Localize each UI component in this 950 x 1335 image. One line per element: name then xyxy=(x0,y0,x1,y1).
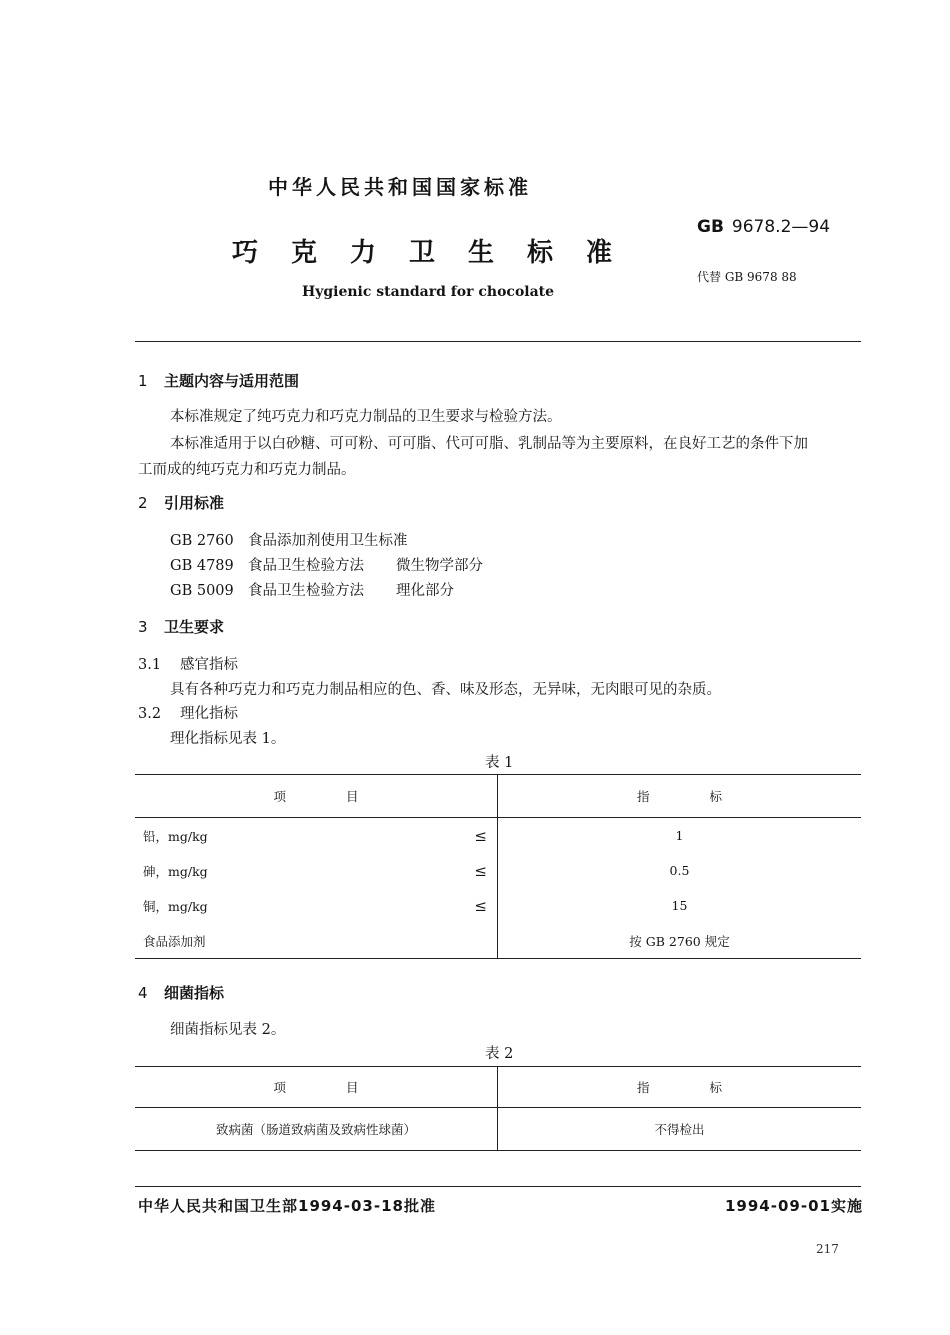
header-divider xyxy=(135,341,861,342)
section-3-heading xyxy=(138,616,224,637)
table-1 xyxy=(135,774,861,959)
table-row xyxy=(135,888,861,923)
column-header-item: 项 目 xyxy=(135,1067,498,1108)
subsection-title: 理化指标 xyxy=(180,706,238,722)
section-4-text: 细菌指标见表 2。 xyxy=(170,1022,286,1038)
section-title: 卫生要求 xyxy=(164,618,225,636)
reference-item xyxy=(170,529,408,550)
replaces-standard: 代替 GB 9678 88 xyxy=(697,270,797,284)
section-4-heading xyxy=(138,982,224,1003)
column-header-indicator: 指 标 xyxy=(498,1067,862,1108)
row-value: 按 GB 2760 规定 xyxy=(629,933,730,949)
footer-divider xyxy=(135,1186,861,1187)
less-equal-sign: ≤ xyxy=(474,826,487,845)
section-1-heading xyxy=(138,370,299,391)
section-title: 细菌指标 xyxy=(164,984,225,1002)
document-title: 巧克力卫生标准 xyxy=(232,238,646,268)
reference-part: 微生物学部分 xyxy=(396,558,483,574)
standard-prefix: GB xyxy=(697,217,724,237)
table-row xyxy=(135,923,861,959)
section-number: 3 xyxy=(138,618,148,636)
section-1-paragraph-1: 本标准规定了纯巧克力和巧克力制品的卫生要求与检验方法。 xyxy=(170,409,562,425)
reference-code: GB 4789 xyxy=(170,558,234,574)
table-row xyxy=(135,853,861,888)
row-item: 砷，mg/kg ≤ xyxy=(135,853,498,888)
national-standard-heading: 中华人民共和国国家标准 xyxy=(268,175,532,199)
section-number: 2 xyxy=(138,494,148,512)
subsection-3-1-text: 具有各种巧克力和巧克力制品相应的色、香、味及形态，无异味，无肉眼可见的杂质。 xyxy=(170,682,721,698)
subsection-number: 3.2 xyxy=(138,706,162,722)
reference-part: 理化部分 xyxy=(396,583,454,599)
section-title: 引用标准 xyxy=(164,494,225,512)
section-title: 主题内容与适用范围 xyxy=(164,372,300,390)
column-header-indicator: 指 标 xyxy=(498,775,862,818)
subsection-3-2-heading xyxy=(138,702,238,723)
table-row xyxy=(135,1108,861,1151)
subsection-3-2-text: 理化指标见表 1。 xyxy=(170,731,286,747)
row-item: 食品添加剂 xyxy=(135,923,498,959)
table-2 xyxy=(135,1066,861,1151)
row-item: 铅，mg/kg ≤ xyxy=(135,818,498,854)
page-number: 217 xyxy=(816,1242,839,1256)
standard-code xyxy=(697,217,830,237)
column-header-item: 项 目 xyxy=(135,775,498,818)
reference-name: 食品卫生检验方法 xyxy=(248,558,364,574)
section-number: 1 xyxy=(138,372,148,390)
table-2-caption: 表 2 xyxy=(485,1046,514,1062)
reference-name: 食品卫生检验方法 xyxy=(248,583,364,599)
reference-name: 食品添加剂使用卫生标准 xyxy=(248,533,408,549)
reference-item xyxy=(170,579,454,600)
effective-date: 1994-09-01实施 xyxy=(725,1197,863,1215)
reference-code: GB 2760 xyxy=(170,533,234,549)
row-value: 1 xyxy=(675,828,684,843)
row-item: 铜，mg/kg ≤ xyxy=(135,888,498,923)
reference-code: GB 5009 xyxy=(170,583,234,599)
table-1-caption: 表 1 xyxy=(485,755,514,771)
section-number: 4 xyxy=(138,984,148,1002)
row-value: 0.5 xyxy=(669,863,690,878)
less-equal-sign: ≤ xyxy=(474,896,487,915)
document-title-english: Hygienic standard for chocolate xyxy=(302,284,555,300)
subsection-number: 3.1 xyxy=(138,657,162,673)
section-2-heading xyxy=(138,492,224,513)
section-1-paragraph-2: 本标准适用于以白砂糖、可可粉、可可脂、代可可脂、乳制品等为主要原料，在良好工艺的条件下加 xyxy=(170,436,808,452)
reference-item xyxy=(170,554,483,575)
less-equal-sign: ≤ xyxy=(474,861,487,880)
table-row xyxy=(135,818,861,854)
row-value: 不得检出 xyxy=(654,1122,705,1137)
section-1-paragraph-2-cont: 工而成的纯巧克力和巧克力制品。 xyxy=(138,462,356,478)
approval-statement: 中华人民共和国卫生部1994-03-18批准 xyxy=(138,1197,436,1215)
table-header-row xyxy=(135,1067,861,1108)
subsection-title: 感官指标 xyxy=(180,657,238,673)
table-header-row xyxy=(135,775,861,818)
row-item: 致病菌（肠道致病菌及致病性球菌） xyxy=(135,1108,498,1151)
subsection-3-1-heading xyxy=(138,653,238,674)
standard-number: 9678.2—94 xyxy=(731,217,831,237)
row-value: 15 xyxy=(671,898,688,913)
